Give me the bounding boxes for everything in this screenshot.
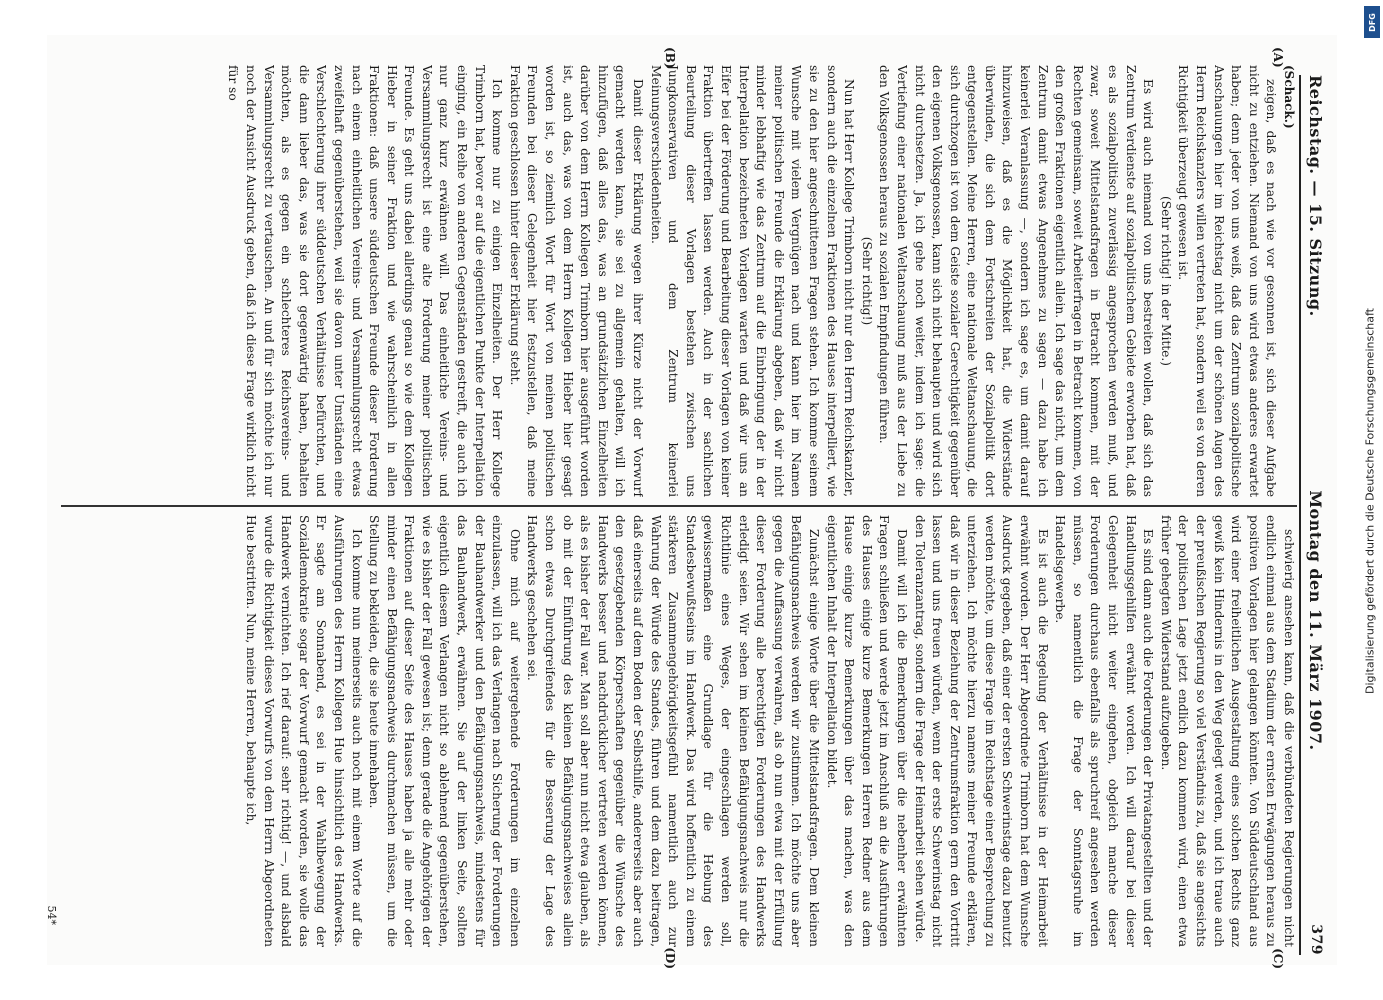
paragraph: Es ist auch die Regelung der Verhältnisse in der Heimarbeit erwähnt worden. Der Herr Abgeordnete Trimborn hat dem Wunsche Ausdruck gegeben, daß einer der ersten Schwerinstage dazu benutzt werden möchte, um diese Frage im Reichstage einer Besprechung zu unterziehen. Ich möchte hierzu namens meiner Freunde erklären, daß wir in dieser Beziehung der Zentrumsfraktion gern den Vortritt lassen und uns freuen würden, wenn der erste Schwerinstag nicht den Toleranzantrag, sondern die Frage der Heimarbeit sehen würde. bbox=[912, 515, 1050, 947]
paragraph: schwierig ansehen kann, daß die verbündeten Regierungen nicht endlich einmal aus dem Stadium der ernsten Erwägungen heraus zu positiven Vorlagen hier gelangen könnten. Von Süddeutschland aus wird einer freiheitlichen Ausgestaltung eines solchen Rechts ganz gewiß kein Hindernis in den Weg gelegt werden, und ich traue auch der preußischen Regierung so viel Verständnis zu, daß sie angesichts der politischen Lage jetzt endlich dazu kommen wird, einen etwa früher gehegten Widerstand aufzugeben. bbox=[1158, 515, 1296, 947]
paragraph: Nun hat Herr Kollege Trimborn nicht nur den Herrn Reichskanzler, sondern auch die einzelnen Fraktionen des Hauses interpelliert, wie sie zu den hier angeschnittenen Fragen stehen. Ich komme seinem Wunsche mit vielem Vergnügen nach und kann hier im Namen meiner politischen Freunde die Erklärung abgeben, daß wir nicht minder lebhaftig wie das Zentrum auf die Einbringung der in der Interpellation bezeichneten Vorlagen warten und daß wir uns an Eifer bei der Förderung und Bearbeitung dieser Vorlagen von keiner Fraktion übertreffen lassen werden. Auch in der sachlichen Beurteilung dieser Vorlagen bestehen zwischen uns Jungkonservativen und dem Zentrum keinerlei Meinungsverschiedenheiten. bbox=[648, 65, 856, 497]
interjection: (Sehr richtig! in der Mitte.) bbox=[1158, 196, 1173, 366]
paragraph: Damit dieser Erklärung wegen ihrer Kürze nicht der Vorwurf gemacht werden kann, sie sei zu allgemein gehalten, will ich hinzufügen, daß alles das, was an grundsätzlichen Einzelheiten darüber von dem Herrn Kollegen Trimborn hier ausgeführt worden ist, auch das, was von dem Herrn Kollegen Hieber hier gesagt worden ist, so ziemlich Wort für Wort von meinen politischen Freunden bei dieser Gelegenheit hier festzustellen, daß meine Fraktion geschlossen hinter dieser Erklärung steht. bbox=[507, 65, 645, 497]
page-number: 379 bbox=[1307, 924, 1324, 955]
paragraph: zeigen, daß es nach wie vor gesonnen ist, sich dieser Aufgabe nicht zu entziehen. Niemand von uns wird etwas anderes erwartet haben; denn jeder von uns weiß, daß das Zentrum sozialpolitische Anschauungen hier im Reichstag nicht um der schönen Augen des Herrn Reichskanzlers willen vertreten hat, sondern weil es von deren Richtigkeit überzeugt gewesen ist. bbox=[1175, 65, 1278, 497]
paragraph: Ohne mich auf weitergehende Forderungen im einzelnen einzulassen, will ich das Verlangen nach Sicherung der Forderungen der Bauhandwerker und den Befähigungsnachweis, mindestens für das Bauhandwerk, erwähnen. Sie auf der linken Seite, sollten eigentlich diesem Verlangen nicht so ablehnend gegenüberstehen, wie es bisher der Fall gewesen ist; denn gerade die Angehörigen der Fraktionen auf dieser Seite des Hauses haben ja alle mehr oder minder einen Befähigungsnachweis durchmachen müssen, um die Stellung zu bekleiden, die sie heute innehaben. bbox=[366, 515, 522, 947]
margin-marker-c: (C) bbox=[1270, 948, 1285, 969]
digitization-credit bbox=[1359, 6, 1381, 996]
interjection: (Sehr richtig!) bbox=[859, 236, 874, 326]
paragraph: Damit will ich die Bemerkungen über die nebenher erwähnten Fragen schließen und werde jetzt im Anschluß an die Ausführungen des Hauses einige kurze Bemerkungen Herren Redner aus dem Hause einige kurze Bemerkungen über das machen, was den eigentlichen Inhalt der Interpellation bildet. bbox=[824, 515, 909, 947]
speaker-tag: (Schack.) bbox=[1281, 65, 1296, 129]
margin-marker-d: (D) bbox=[662, 947, 677, 969]
credit-text: Digitalisierung gefördert durch die Deutsche Forschungsgemeinschaft bbox=[1363, 308, 1377, 694]
left-column bbox=[61, 65, 1297, 497]
column-divider bbox=[61, 505, 1297, 507]
dfg-logo: DFG bbox=[1364, 6, 1380, 38]
paragraph: Es wird auch niemand von uns bestreiten wollen, daß sich das Zentrum Verdienste auf sozialpolitischem Gebiete erworben hat, daß es als sozialpolitisch zuverlässig angesprochen werden muß, und zwar, soweit Mittelstandsfragen in Betracht kommen, mit der Rechten gemeinsam, soweit Arbeiterfragen in Betracht kommen, von den großen Fraktionen eigentlich allein. Ich sage das nicht, um dem Zentrum damit etwas Angenehmes zu sagen — dazu habe ich keinerlei Veranlassung —, sondern ich sage es, um damit darauf hinzuweisen, daß es die Möglichkeit hat, die Widerstände überwinden, die sich dem Fortschreiten der Sozialpolitik dort entgegenstellen. Meine Herren, eine nationale Weltanschauung, die sich durchzogen ist von dem Geiste sozialer Gerechtigkeit gegenüber den eigenen Volksgenossen, kann sich nicht behaupten und wird sich nicht durchsetzen. Ja, ich gehe noch weiter, indem ich sage: die Vertiefung einer nationalen Weltanschauung muß aus der Liebe zu den Volksgenossen heraus zu sozialen Empfindungen führen. bbox=[876, 65, 1155, 497]
paragraph: Es sind dann auch die Forderungen der Privatangestellten und der Handlungsgehilfen erwähnt worden. Ich will darauf bei dieser Gelegenheit nicht weiter eingehen, obgleich manche dieser Forderungen durchaus ebenfalls als spruchreif angesehen werden müssen, so namentlich die Frage der Sonntagsruhe im Handelsgewerbe. bbox=[1052, 515, 1155, 947]
margin-marker-a: (A) bbox=[1270, 47, 1285, 68]
paragraph: Zunächst einige Worte über die Mittelstandsfragen. Dem kleinen Befähigungsnachweis werden wir zustimmen. Ich möchte uns aber gegen die Auffassung verwahren, als ob nun etwa mit der Erfüllung dieser Forderung alle berechtigten Forderungen des Handwerks erledigt seien. Wir sehen im kleinen Befähigungsnachweis nur die Richtlinie eines Weges, der eingeschlagen werden soll, gewissermaßen eine Grundlage für die Hebung des Standesbewußtseins im Handwerk. Das wird hoffentlich zu einem stärkeren Zusammengehörigkeitsgefühl namentlich auch zur Wahrung der Würde des Standes, führen und dem dazu beitragen, daß einerseits auf dem Boden der Selbsthilfe, andererseits aber auch den gesetzgebenden Körperschaften gegenüber die Wünsche des Handwerks besser und nachdrücklicher vertreten werden können, als es bisher der Fall war. Man soll aber nun nicht etwa glauben, als ob mit der Einführung des kleinen Befähigungsnachweises allein schon etwas Durchgreifendes für die Besserung der Lage des Handwerks geschehen sei. bbox=[524, 515, 821, 947]
document-page bbox=[44, 35, 1337, 969]
paragraph: Ich komme nun meinerseits auch noch mit einem Worte auf die Ausführungen des Herrn Kollegen Hue hinsichtlich des Handwerks. Er sagte am Sonnabend, es sei in der Wahlbewegung der Sozialdemokratie sogar der Vorwurf gemacht worden, sie wolle das Handwerk vernichten. Ich rief darauf: sehr richtig! —, und alsbald wurde die Richtigkeit dieses Vorwurfs von dem Herrn Abgeordneten Hue bestritten. Nun, meine Herren, behaupte ich, bbox=[243, 515, 364, 947]
margin-marker-b: (B) bbox=[662, 47, 677, 69]
header-date: Montag den 11. März 1907. bbox=[1306, 490, 1325, 751]
header-left: Reichstag. — 15. Sitzung. bbox=[1306, 75, 1325, 317]
right-column bbox=[61, 515, 1297, 947]
page-header bbox=[1299, 75, 1331, 955]
paragraph: Ich komme nur zu einigen Einzelheiten. Der Herr Kollege Trimborn hat, bevor er auf die eigentlichen Punkte der Interpellation einging, ein Reihe von anderen Gegenständen gestreift, die auch ich nur ganz kurz erwähnen will. Das einheitliche Vereins- und Versammlungsrecht ist eine alte Forderung meiner politischen Freunde. Es geht uns dabei allerdings genau so wie dem Kollegen Hieber in seiner Fraktion und wie wahrscheinlich in allen Fraktionen: daß unsere süddeutschen Freunde dieser Forderung nach einem einheitlichen Vereins- und Versammlungsrecht etwas zweifelhaft gegenüberstehen, weil sie davon unter Umständen eine Verschlechterung ihrer süddeutschen Verhältnisse befürchten, und die dann lieber das, was sie dort gegenwärtig haben, behalten möchten, als es gegen ein schlechteres Reichsvereins- und Versammlungsrecht zu vertauschen. An und für sich möchte ich nur noch der Ansicht Ausdruck geben, daß ich diese Frage wirklich nicht für so bbox=[225, 65, 504, 497]
signature-mark: 54* bbox=[44, 905, 58, 925]
